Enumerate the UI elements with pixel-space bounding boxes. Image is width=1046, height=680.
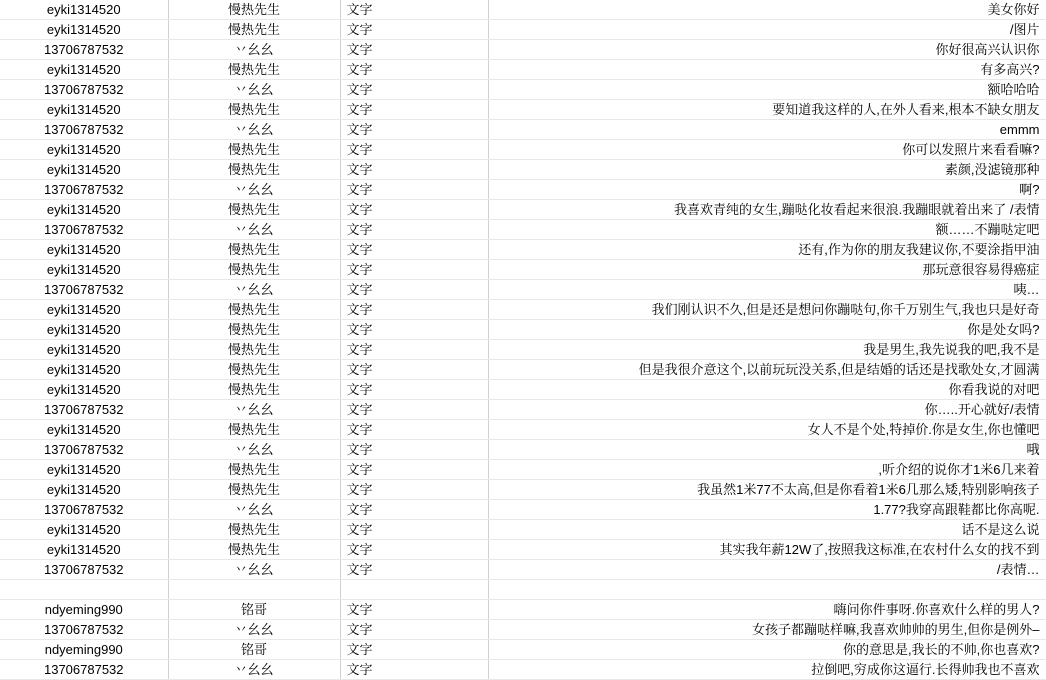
cell-nickname: 慢热先生 — [168, 260, 340, 280]
cell-type: 文字 — [340, 540, 488, 560]
cell-type: 文字 — [340, 340, 488, 360]
table-row[interactable] — [0, 360, 1046, 380]
table-row[interactable] — [0, 200, 1046, 220]
cell-message: 我们刚认识不久,但是还是想问你蹦哒句,你千万别生气,我也只是好奇 — [488, 300, 1046, 320]
cell-account: 13706787532 — [0, 620, 168, 640]
table-row[interactable] — [0, 440, 1046, 460]
cell-type: 文字 — [340, 480, 488, 500]
cell-nickname: 慢热先生 — [168, 480, 340, 500]
cell-account: eyki1314520 — [0, 140, 168, 160]
cell-nickname: 丷幺幺 — [168, 280, 340, 300]
cell-message: 我是男生,我先说我的吧,我不是 — [488, 340, 1046, 360]
cell-nickname: 铭哥 — [168, 600, 340, 620]
cell-account: eyki1314520 — [0, 160, 168, 180]
cell-account: 13706787532 — [0, 280, 168, 300]
cell-message: 你的意思是,我长的不帅,你也喜欢? — [488, 640, 1046, 660]
cell-nickname: 慢热先生 — [168, 200, 340, 220]
cell-type: 文字 — [340, 640, 488, 660]
cell-type: 文字 — [340, 120, 488, 140]
cell-type: 文字 — [340, 60, 488, 80]
cell-message: 女人不是个处,特掉价.你是女生,你也懂吧 — [488, 420, 1046, 440]
cell-type: 文字 — [340, 140, 488, 160]
cell-type: 文字 — [340, 0, 488, 20]
cell-message: emmm — [488, 120, 1046, 140]
cell-nickname: 丷幺幺 — [168, 500, 340, 520]
cell-type: 文字 — [340, 240, 488, 260]
cell-account: 13706787532 — [0, 40, 168, 60]
table-row[interactable] — [0, 60, 1046, 80]
table-row[interactable] — [0, 340, 1046, 360]
cell-message: 拉倒吧,穷成你这逼行.长得帅我也不喜欢 — [488, 660, 1046, 680]
cell-message: 咦… — [488, 280, 1046, 300]
cell-account: ndyeming990 — [0, 640, 168, 660]
table-row[interactable] — [0, 660, 1046, 680]
cell-type: 文字 — [340, 260, 488, 280]
cell-type: 文字 — [340, 380, 488, 400]
cell-type: 文字 — [340, 520, 488, 540]
table-row[interactable] — [0, 620, 1046, 640]
table-row[interactable] — [0, 100, 1046, 120]
cell-nickname: 铭哥 — [168, 640, 340, 660]
table-row[interactable] — [0, 140, 1046, 160]
cell-message: /图片 — [488, 20, 1046, 40]
cell-message: 那玩意很容易得癌症 — [488, 260, 1046, 280]
cell-nickname: 慢热先生 — [168, 100, 340, 120]
cell-account: 13706787532 — [0, 500, 168, 520]
cell-message: 其实我年薪12W了,按照我这标准,在农村什么女的找不到 — [488, 540, 1046, 560]
table-row[interactable] — [0, 460, 1046, 480]
cell-account: ndyeming990 — [0, 600, 168, 620]
cell-nickname: 慢热先生 — [168, 160, 340, 180]
cell-message: 要知道我这样的人,在外人看来,根本不缺女朋友 — [488, 100, 1046, 120]
cell-nickname: 慢热先生 — [168, 460, 340, 480]
cell-message: 你看我说的对吧 — [488, 380, 1046, 400]
cell-type: 文字 — [340, 80, 488, 100]
cell-type: 文字 — [340, 200, 488, 220]
table-row[interactable] — [0, 420, 1046, 440]
cell-nickname: 丷幺幺 — [168, 560, 340, 580]
cell-message: 素颜,没滤镜那种 — [488, 160, 1046, 180]
table-row[interactable] — [0, 260, 1046, 280]
cell-type: 文字 — [340, 660, 488, 680]
cell-account: eyki1314520 — [0, 300, 168, 320]
cell-message: 美女你好 — [488, 0, 1046, 20]
cell-type: 文字 — [340, 460, 488, 480]
cell-account: eyki1314520 — [0, 520, 168, 540]
cell-type: 文字 — [340, 180, 488, 200]
cell-message: 啊? — [488, 180, 1046, 200]
table-row[interactable] — [0, 400, 1046, 420]
table-row[interactable] — [0, 600, 1046, 620]
table-row[interactable] — [0, 320, 1046, 340]
cell-type: 文字 — [340, 280, 488, 300]
cell-message: 我喜欢青纯的女生,蹦哒化妆看起来很浪.我蹦眼就着出来了 /表情 — [488, 200, 1046, 220]
cell-type: 文字 — [340, 360, 488, 380]
table-row[interactable] — [0, 120, 1046, 140]
cell-account: 13706787532 — [0, 220, 168, 240]
cell-type: 文字 — [340, 300, 488, 320]
cell-account: 13706787532 — [0, 440, 168, 460]
table-row[interactable] — [0, 220, 1046, 240]
cell-account: eyki1314520 — [0, 0, 168, 20]
cell-type: 文字 — [340, 420, 488, 440]
cell-nickname: 丷幺幺 — [168, 120, 340, 140]
table-row[interactable] — [0, 580, 1046, 600]
cell-nickname: 丷幺幺 — [168, 400, 340, 420]
cell-type: 文字 — [340, 40, 488, 60]
cell-account: 13706787532 — [0, 400, 168, 420]
table-row[interactable] — [0, 640, 1046, 660]
cell-type: 文字 — [340, 320, 488, 340]
cell-type: 文字 — [340, 440, 488, 460]
cell-type — [340, 580, 488, 600]
cell-nickname: 慢热先生 — [168, 60, 340, 80]
table-row[interactable] — [0, 20, 1046, 40]
cell-nickname: 丷幺幺 — [168, 220, 340, 240]
cell-type: 文字 — [340, 220, 488, 240]
table-row[interactable] — [0, 500, 1046, 520]
cell-account — [0, 580, 168, 600]
cell-message — [488, 580, 1046, 600]
cell-message: /表情… — [488, 560, 1046, 580]
cell-account: eyki1314520 — [0, 420, 168, 440]
cell-message: 1.77?我穿高跟鞋都比你高呢. — [488, 500, 1046, 520]
cell-nickname: 丷幺幺 — [168, 440, 340, 460]
cell-nickname: 慢热先生 — [168, 20, 340, 40]
cell-type: 文字 — [340, 400, 488, 420]
cell-message: 额……不蹦哒定吧 — [488, 220, 1046, 240]
table-row[interactable] — [0, 480, 1046, 500]
table-row[interactable] — [0, 520, 1046, 540]
table-row[interactable] — [0, 0, 1046, 20]
cell-type: 文字 — [340, 20, 488, 40]
cell-nickname: 慢热先生 — [168, 420, 340, 440]
cell-type: 文字 — [340, 160, 488, 180]
cell-nickname: 慢热先生 — [168, 380, 340, 400]
cell-account: eyki1314520 — [0, 380, 168, 400]
cell-message: 但是我很介意这个,以前玩玩没关系,但是结婚的话还是找歌处女,才圆满 — [488, 360, 1046, 380]
table-row[interactable] — [0, 80, 1046, 100]
cell-message: 你好很高兴认识你 — [488, 40, 1046, 60]
cell-message: 女孩子都蹦哒样嘛,我喜欢帅帅的男生,但你是例外– — [488, 620, 1046, 640]
cell-type: 文字 — [340, 620, 488, 640]
cell-account: 13706787532 — [0, 560, 168, 580]
cell-type: 文字 — [340, 600, 488, 620]
cell-account: eyki1314520 — [0, 340, 168, 360]
cell-account: eyki1314520 — [0, 200, 168, 220]
table-row[interactable] — [0, 240, 1046, 260]
cell-message: 你是处女吗? — [488, 320, 1046, 340]
cell-nickname: 丷幺幺 — [168, 620, 340, 640]
cell-nickname: 慢热先生 — [168, 140, 340, 160]
table-row[interactable] — [0, 560, 1046, 580]
cell-account: eyki1314520 — [0, 320, 168, 340]
cell-account: 13706787532 — [0, 180, 168, 200]
cell-message: ,听介绍的说你才1米6几来着 — [488, 460, 1046, 480]
cell-account: eyki1314520 — [0, 540, 168, 560]
table-row[interactable] — [0, 380, 1046, 400]
cell-nickname: 慢热先生 — [168, 540, 340, 560]
cell-account: eyki1314520 — [0, 20, 168, 40]
cell-account: eyki1314520 — [0, 260, 168, 280]
table-row[interactable] — [0, 300, 1046, 320]
cell-nickname: 慢热先生 — [168, 300, 340, 320]
table-row[interactable] — [0, 280, 1046, 300]
cell-nickname: 慢热先生 — [168, 0, 340, 20]
cell-account: eyki1314520 — [0, 100, 168, 120]
cell-message: 你…..开心就好/表情 — [488, 400, 1046, 420]
cell-nickname: 慢热先生 — [168, 320, 340, 340]
cell-nickname — [168, 580, 340, 600]
cell-nickname: 慢热先生 — [168, 340, 340, 360]
table-row[interactable] — [0, 40, 1046, 60]
cell-message: 我虽然1米77不太高,但是你看着1米6几那么矮,特别影响孩子 — [488, 480, 1046, 500]
table-row[interactable] — [0, 160, 1046, 180]
cell-message: 哦 — [488, 440, 1046, 460]
table-row[interactable] — [0, 540, 1046, 560]
cell-type: 文字 — [340, 100, 488, 120]
cell-account: eyki1314520 — [0, 240, 168, 260]
cell-message: 还有,作为你的朋友我建议你,不要涂指甲油 — [488, 240, 1046, 260]
cell-message: 有多高兴? — [488, 60, 1046, 80]
cell-nickname: 丷幺幺 — [168, 660, 340, 680]
cell-nickname: 丷幺幺 — [168, 180, 340, 200]
cell-type: 文字 — [340, 500, 488, 520]
cell-message: 你可以发照片来看看嘛? — [488, 140, 1046, 160]
cell-account: eyki1314520 — [0, 360, 168, 380]
cell-account: eyki1314520 — [0, 460, 168, 480]
cell-message: 嗨问你件事呀.你喜欢什么样的男人? — [488, 600, 1046, 620]
cell-nickname: 慢热先生 — [168, 240, 340, 260]
cell-message: 话不是这么说 — [488, 520, 1046, 540]
cell-nickname: 丷幺幺 — [168, 40, 340, 60]
cell-account: 13706787532 — [0, 80, 168, 100]
cell-type: 文字 — [340, 560, 488, 580]
cell-account: 13706787532 — [0, 120, 168, 140]
cell-message: 额哈哈哈 — [488, 80, 1046, 100]
cell-nickname: 丷幺幺 — [168, 80, 340, 100]
cell-nickname: 慢热先生 — [168, 520, 340, 540]
cell-account: 13706787532 — [0, 660, 168, 680]
cell-nickname: 慢热先生 — [168, 360, 340, 380]
table-row[interactable] — [0, 180, 1046, 200]
cell-account: eyki1314520 — [0, 60, 168, 80]
cell-account: eyki1314520 — [0, 480, 168, 500]
